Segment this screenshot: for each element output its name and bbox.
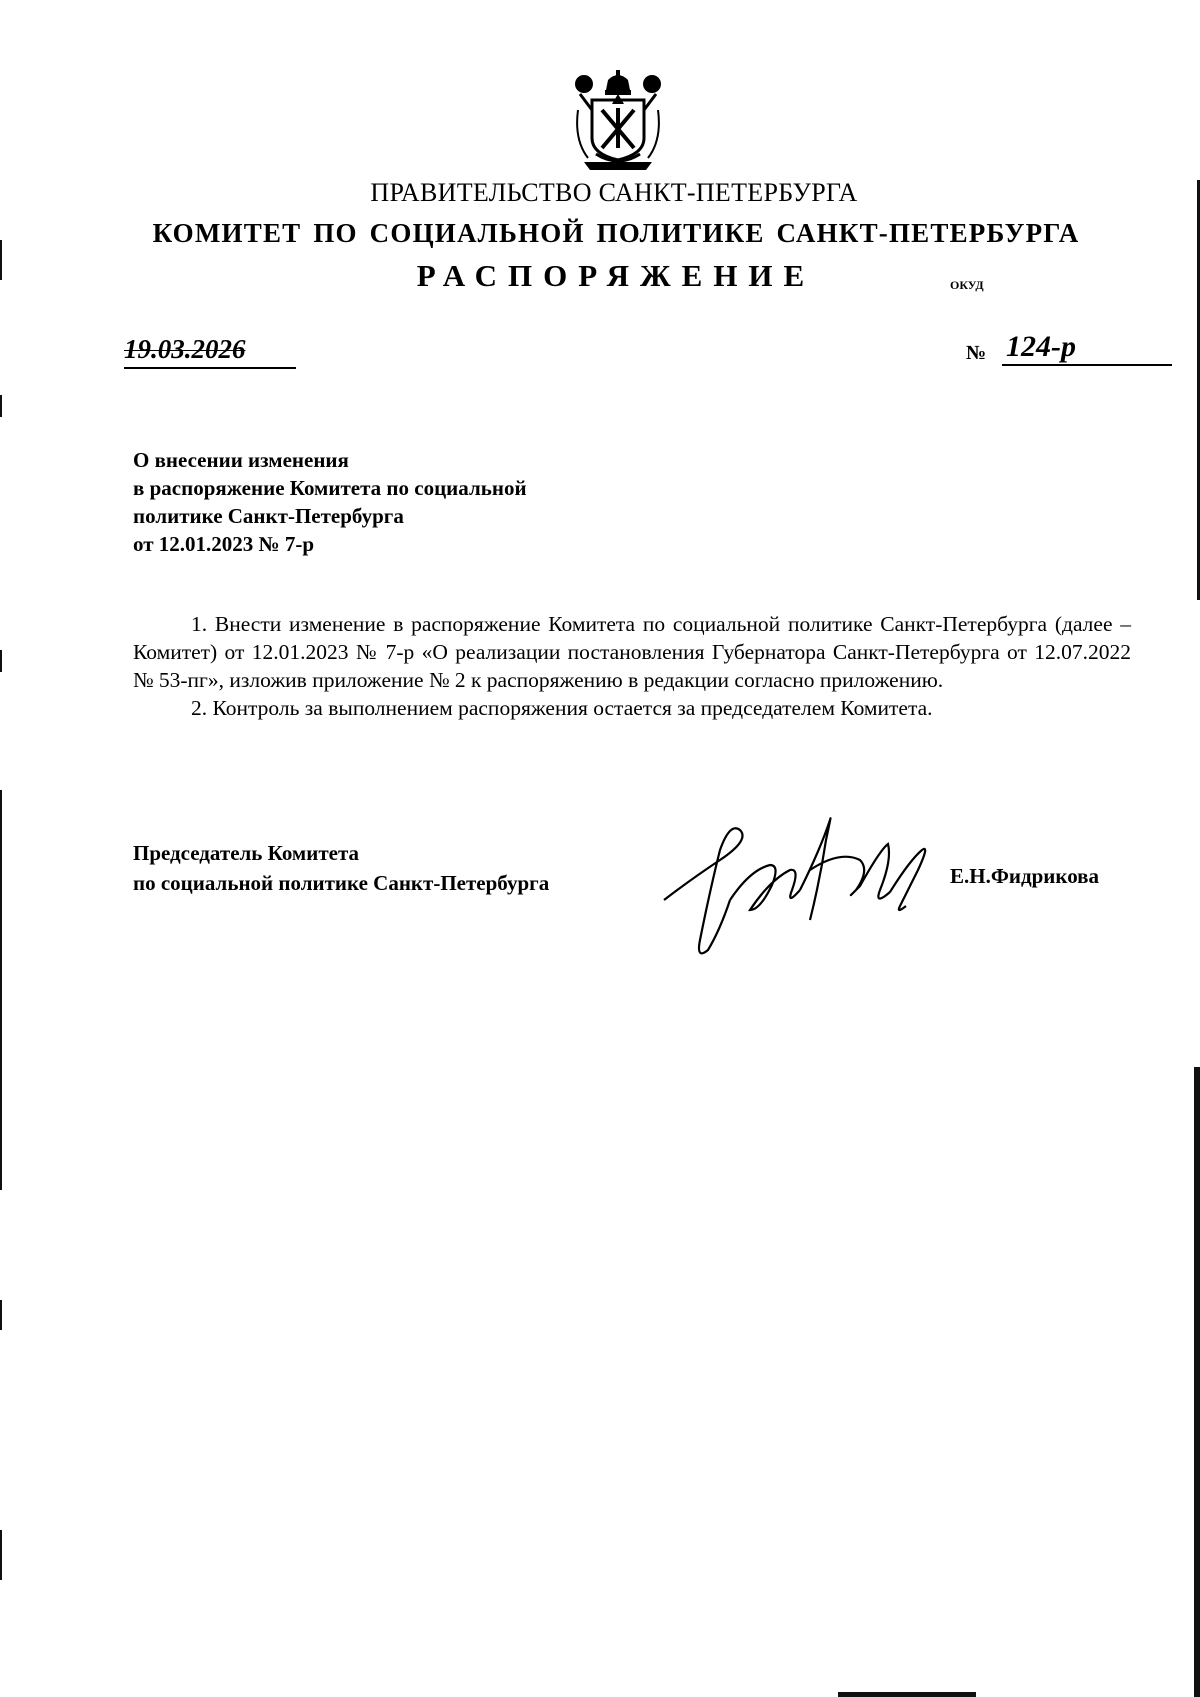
scan-edge-mark [0, 1300, 2, 1330]
scan-edge-mark [0, 790, 2, 1190]
document-type-title: РАСПОРЯЖЕНИЕ [416, 258, 816, 293]
scan-edge-mark [0, 650, 2, 672]
signer-position-line: Председатель Комитета [133, 841, 360, 865]
document-date: 19.03.2026 [124, 334, 296, 369]
document-number: 124-р [1002, 330, 1172, 366]
scan-edge-mark [838, 1692, 976, 1697]
handwritten-signature-icon [660, 810, 940, 965]
signer-position-line: по социальной политике Санкт-Петербурга [133, 871, 550, 895]
subject-line: в распоряжение Комитета по социальной [133, 476, 527, 500]
committee-title: КОМИТЕТ ПО СОЦИАЛЬНОЙ ПОЛИТИКЕ САНКТ-ПЕТЕРБУРГА [152, 218, 1080, 248]
document-body [133, 610, 1131, 722]
document-number-label: № [966, 342, 987, 364]
government-title: ПРАВИТЕЛЬСТВО САНКТ-ПЕТЕРБУРГА [370, 178, 858, 207]
document-subject [133, 446, 527, 558]
scan-edge-mark [1194, 1067, 1200, 1697]
subject-line: О внесении изменения [133, 448, 349, 472]
okud-label: ОКУД [950, 278, 984, 292]
subject-line: политике Санкт-Петербурга [133, 504, 404, 528]
body-paragraph-1: 1. Внести изменение в распоряжение Комитета по социальной политике Санкт-Петербурга (далее – Комитет) от 12.01.2023 № 7-р «О реализации постановления Губернатора Санкт-Петербурга от 12.07.2022 № 53-пг», изложив приложение № 2 к распоряжению в редакции согласно приложению. [133, 612, 1131, 692]
scan-edge-mark [0, 240, 2, 280]
scan-edge-mark [0, 395, 2, 417]
coat-of-arms-icon [570, 70, 666, 172]
scan-edge-mark [0, 1530, 2, 1580]
signer-position [133, 838, 549, 898]
signer-name: Е.Н.Фидрикова [950, 864, 1100, 888]
body-paragraph-2: 2. Контроль за выполнением распоряжения остается за председателем Комитета. [191, 696, 933, 720]
subject-line: от 12.01.2023 № 7-р [133, 532, 315, 556]
